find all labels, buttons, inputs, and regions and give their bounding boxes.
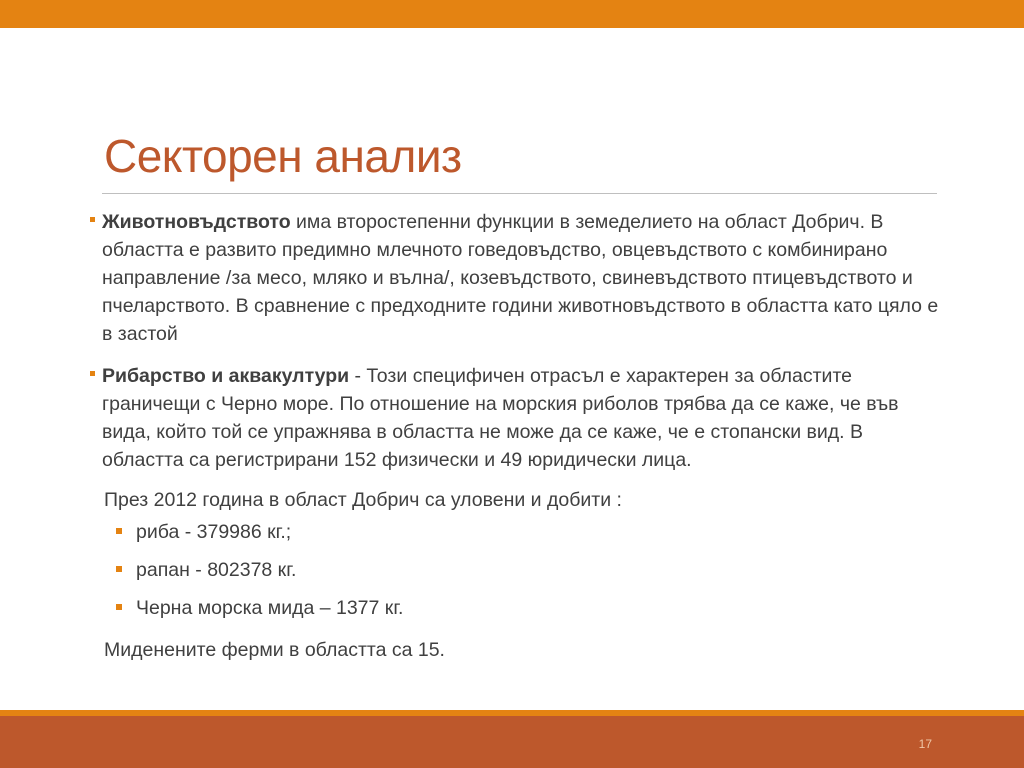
slide-title: Секторен анализ: [104, 130, 462, 182]
paragraph-text-livestock: има второстепенни функции в земеделието на област Добрич. В областта е развито предимно млечното говедовъдство, овцевъдството с комбинирано направление /за месо, мляко и вълна/, козевъдството, свиневъдството птицевъдството и пчеларството. В сравнение с предходните години животновъдството в областта като цяло е в застой: [102, 211, 939, 345]
bullet-square-icon: [116, 604, 122, 610]
catch-intro: През 2012 година в област Добрич са уловени и добити :: [104, 489, 622, 511]
page-number: 17: [918, 737, 932, 751]
paragraph-text-fishing: - Този специфичен отрасъл е характерен за областите граничещи с Черно море. По отношение на морския риболов трябва да се каже, че във вида, който той се упражнява в областта не може да се каже, че е стопански вид. В областта са регистрирани 152 физически и 49 юридически лица.: [102, 365, 899, 471]
paragraph-fishing: [90, 362, 950, 474]
list-item: [90, 518, 950, 546]
paragraph-livestock: [90, 208, 950, 348]
slide-content: [90, 208, 950, 664]
catch-list: [90, 518, 950, 622]
closing-line: Миденените ферми в областта са 15.: [104, 639, 445, 661]
catch-item-mussel: Черна морска мида – 1377 кг.: [136, 597, 404, 619]
list-item: [90, 594, 950, 622]
catch-item-rapana: рапан - 802378 кг.: [136, 559, 297, 581]
bullet-square-icon: [116, 566, 122, 572]
paragraph-heading-livestock: Животновъдството: [102, 211, 291, 233]
catch-item-fish: риба - 379986 кг.;: [136, 521, 292, 543]
bullet-square-icon: [116, 528, 122, 534]
paragraph-heading-fishing: Рибарство и аквакултури: [102, 365, 350, 387]
title-divider: [102, 193, 937, 194]
top-accent-bar: [0, 0, 1024, 28]
list-item: [90, 556, 950, 584]
bullet-square-icon: [90, 371, 95, 376]
bullet-square-icon: [90, 217, 95, 222]
bottom-accent-bar: [0, 716, 1024, 768]
